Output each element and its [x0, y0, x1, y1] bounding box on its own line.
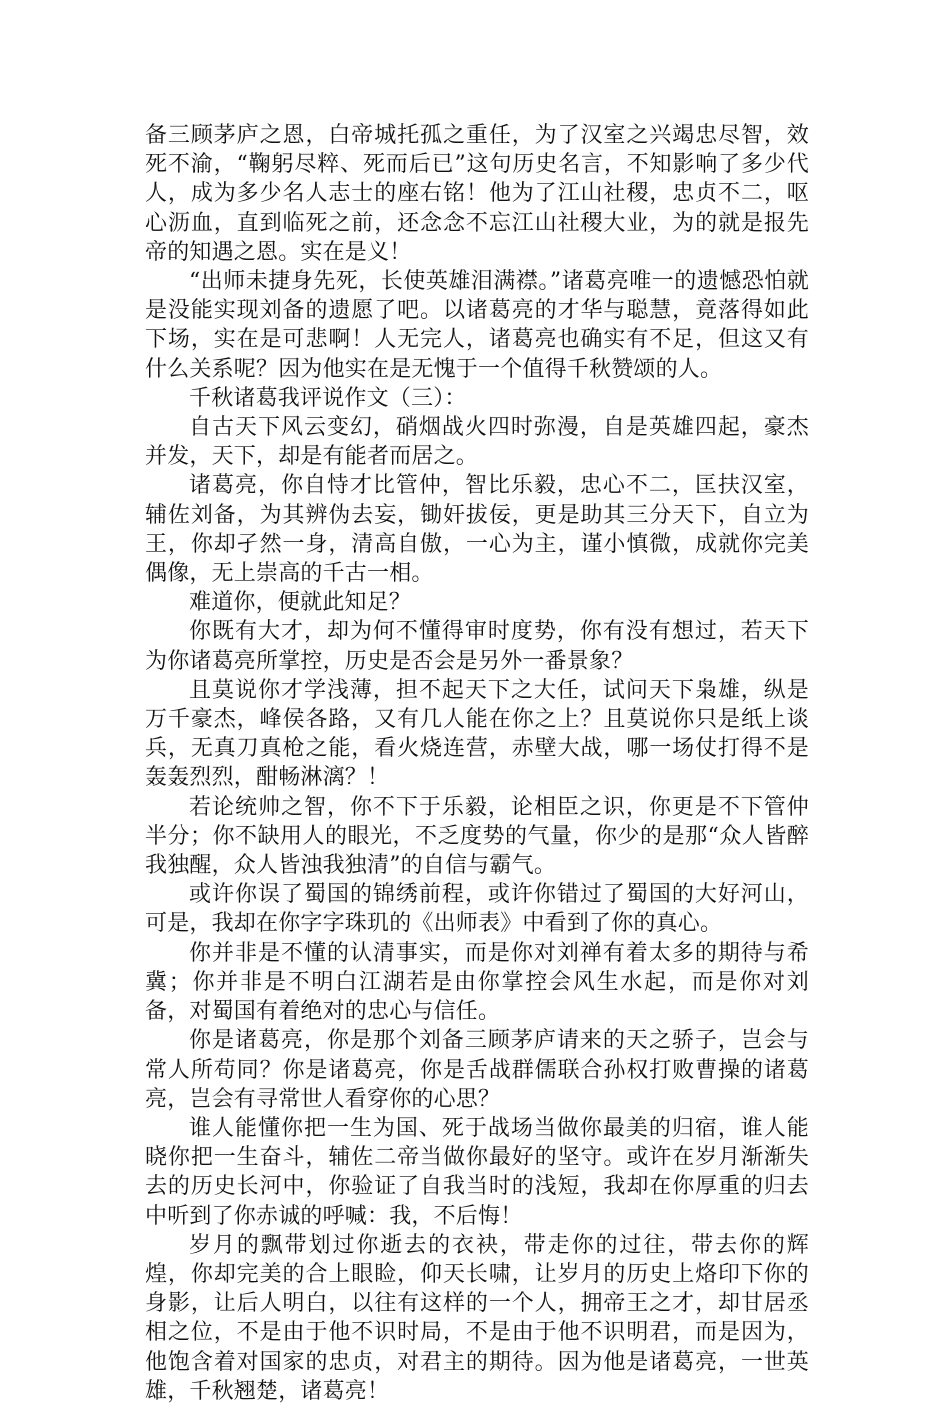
paragraph: 你既有大才，却为何不懂得审时度势，你有没有想过，若天下为你诸葛亮所掌控，历史是否会是另外一番景象？: [145, 619, 809, 674]
document-body: [145, 121, 809, 1406]
paragraph: 你是诸葛亮，你是那个刘备三顾茅庐请来的天之骄子，岂会与常人所苟同？你是诸葛亮，你是舌战群儒联合孙权打败曹操的诸葛亮，岂会有寻常世人看穿你的心思？: [145, 1028, 809, 1112]
paragraph: “出师未捷身先死，长使英雄泪满襟。”诸葛亮唯一的遗憾恐怕就是没能实现刘备的遗愿了吧。以诸葛亮的才华与聪慧，竟落得如此下场，实在是可悲啊！人无完人，诸葛亮也确实有不足，但这又有什么关系呢？因为他实在是无愧于一个值得千秋赞颂的人。: [145, 269, 809, 382]
section-heading: 千秋诸葛我评说作文（三）：: [189, 385, 467, 411]
paragraph: 岁月的飘带划过你逝去的衣袂，带走你的过往，带去你的辉煌，你却完美的合上眼睑，仰天长啸，让岁月的历史上烙印下你的身影，让后人明白，以往有这样的一个人，拥帝王之才，却甘居丞相之位，不是由于他不识时局，不是由于他不识明君，而是因为，他饱含着对国家的忠贞，对君主的期待。因为他是诸葛亮，一世英雄，千秋翘楚，诸葛亮！: [145, 1232, 809, 1404]
paragraph: 你并非是不懂的认清事实，而是你对刘禅有着太多的期待与希冀；你并非是不明白江湖若是由你掌控会风生水起，而是你对刘备，对蜀国有着绝对的忠心与信任。: [145, 940, 809, 1025]
paragraph: 且莫说你才学浅薄，担不起天下之大任，试问天下枭雄，纵是万千豪杰，峰侯各路，又有几人能在你之上？且莫说你只是纸上谈兵，无真刀真枪之能，看火烧连营，赤壁大战，哪一场仗打得不是轰轰烈烈，酣畅淋漓？！: [145, 677, 809, 791]
paragraph: 诸葛亮，你自恃才比管仲，智比乐毅，忠心不二，匡扶汉室，辅佐刘备，为其辨伪去妄，锄奸拔佞，更是助其三分天下，自立为王，你却孑然一身，清高自傲，一心为主，谨小慎微，成就你完美偶像，无上崇高的千古一相。: [145, 473, 809, 587]
paragraph: 备三顾茅庐之恩，白帝城托孤之重任，为了汉室之兴竭忠尽智，效死不渝，“鞠躬尽粹、死而后已”这句历史名言，不知影响了多少代人，成为多少名人志士的座右铭！他为了江山社稷，忠贞不二，呕心沥血，直到临死之前，还念念不忘江山社稷大业，为的就是报先帝的知遇之恩。实在是义！: [145, 123, 809, 265]
paragraph: 难道你，便就此知足？: [189, 590, 412, 616]
paragraph: 若论统帅之智，你不下于乐毅，论相臣之识，你更是不下管仲半分；你不缺用人的眼光，不乏度势的气量，你少的是那“众人皆醉我独醒，众人皆浊我独清”的自信与霸气。: [145, 794, 809, 879]
paragraph: 或许你误了蜀国的锦绣前程，或许你错过了蜀国的大好河山，可是，我却在你字字珠玑的《出师表》中看到了你的真心。: [145, 882, 809, 937]
paragraph: 谁人能懂你把一生为国、死于战场当做你最美的归宿，谁人能晓你把一生奋斗，辅佐二帝当做你最好的坚守。或许在岁月渐渐失去的历史长河中，你验证了自我当时的浅短，我却在你厚重的归去中听到了你赤诚的呼喊：我，不后悔！: [145, 1115, 809, 1229]
paragraph: 自古天下风云变幻，硝烟战火四时弥漫，自是英雄四起，豪杰并发，天下，却是有能者而居之。: [145, 415, 809, 470]
